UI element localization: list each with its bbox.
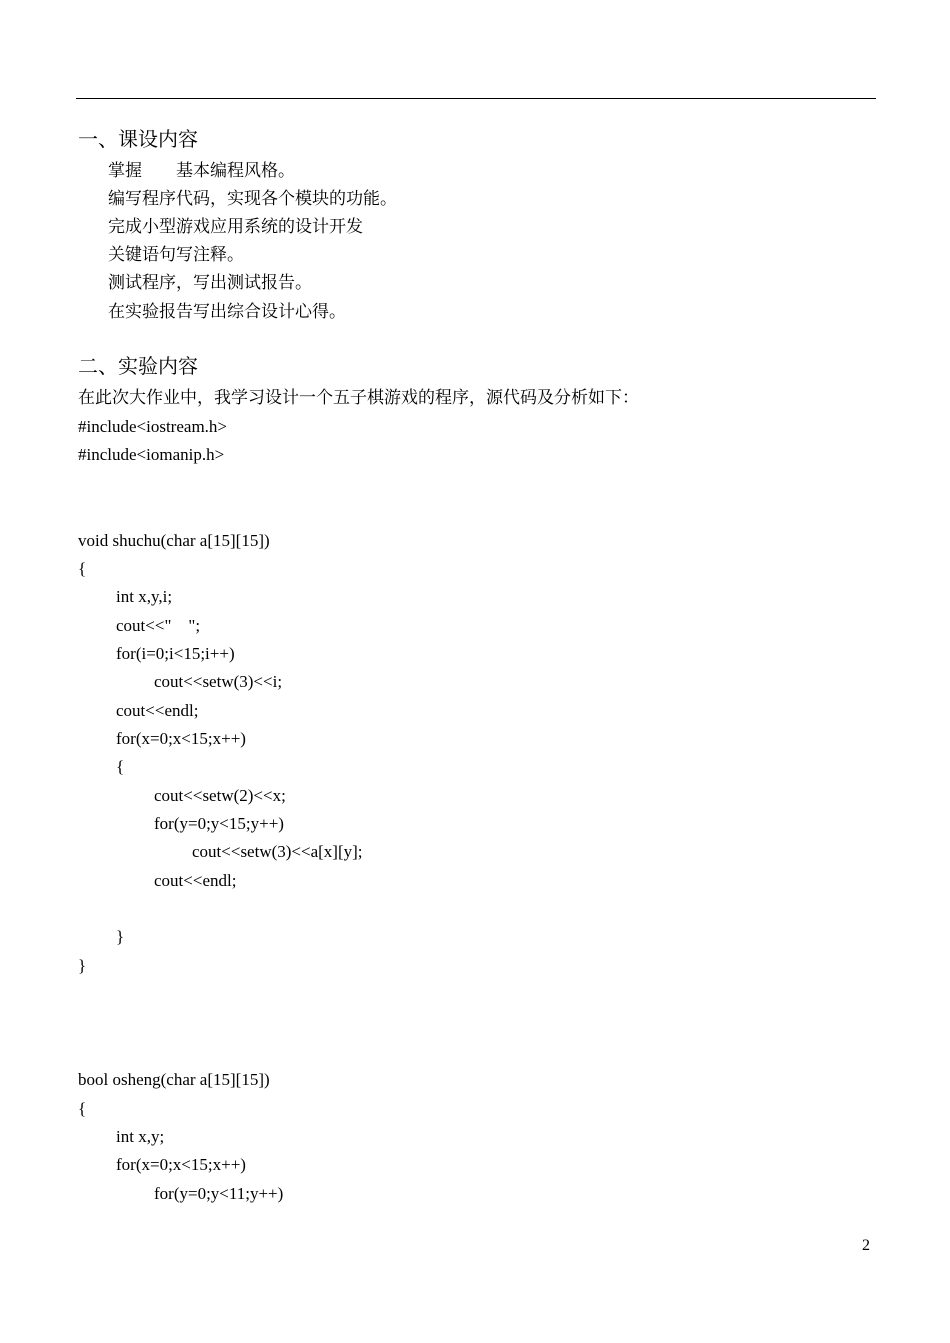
code-line: { <box>78 559 87 578</box>
page-number: 2 <box>862 1237 870 1254</box>
code-line: #include<iostream.h> <box>78 417 227 436</box>
code-line: for(i=0;i<15;i++) <box>116 644 235 663</box>
code-line: for(x=0;x<15;x++) <box>116 729 246 748</box>
list-item: 在实验报告写出综合设计心得。 <box>108 302 346 321</box>
code-line: } <box>116 927 125 946</box>
code-line: int x,y; <box>116 1127 165 1146</box>
code-line: { <box>116 757 125 776</box>
code-line: int x,y,i; <box>116 587 173 606</box>
code-line: { <box>78 1099 87 1118</box>
header-rule <box>76 98 876 99</box>
code-line: } <box>78 956 87 975</box>
list-item: 编写程序代码，实现各个模块的功能。 <box>108 189 397 208</box>
code-line: cout<<endl; <box>154 871 237 890</box>
code-line: cout<<" "; <box>116 616 201 635</box>
code-line: bool osheng(char a[15][15]) <box>78 1070 270 1089</box>
section-2-heading: 二、实验内容 <box>78 356 198 378</box>
code-line: cout<<setw(3)<<i; <box>154 672 283 691</box>
code-line: for(x=0;x<15;x++) <box>116 1155 246 1174</box>
code-line: for(y=0;y<11;y++) <box>154 1184 284 1203</box>
code-line: cout<<endl; <box>116 701 199 720</box>
code-line: void shuchu(char a[15][15]) <box>78 531 270 550</box>
list-item: 关键语句写注释。 <box>108 245 244 264</box>
code-line: #include<iomanip.h> <box>78 445 225 464</box>
intro-paragraph: 在此次大作业中，我学习设计一个五子棋游戏的程序，源代码及分析如下： <box>78 388 639 407</box>
code-line: cout<<setw(2)<<x; <box>154 786 286 805</box>
code-line: for(y=0;y<15;y++) <box>154 814 284 833</box>
list-item: 掌握 基本编程风格。 <box>108 161 295 180</box>
section-1-heading: 一、课设内容 <box>78 129 198 151</box>
list-item: 完成小型游戏应用系统的设计开发 <box>108 217 363 236</box>
code-line: cout<<setw(3)<<a[x][y]; <box>192 842 363 861</box>
list-item: 测试程序，写出测试报告。 <box>108 273 312 292</box>
